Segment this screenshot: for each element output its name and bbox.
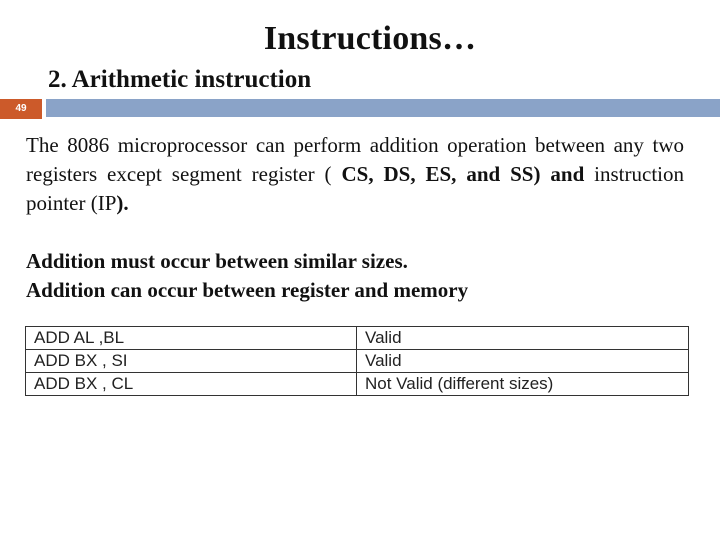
- instruction-cell: ADD AL ,BL: [26, 327, 357, 350]
- status-cell: Valid: [357, 350, 689, 373]
- rule-register-memory: Addition can occur between register and memory: [26, 278, 469, 302]
- table-row: [26, 327, 689, 350]
- status-cell: Valid: [357, 327, 689, 350]
- status-cell: Not Valid (different sizes): [357, 373, 689, 396]
- instruction-cell: ADD BX , SI: [26, 350, 357, 373]
- paragraph-bold-end: ).: [116, 191, 129, 215]
- instruction-table: [25, 326, 689, 396]
- slide-number-badge: 49: [0, 99, 42, 119]
- rule-similar-sizes: Addition must occur between similar sizes.: [26, 249, 408, 273]
- paragraph-text-tail: instruction pointer (IP: [26, 162, 684, 215]
- instruction-cell: ADD BX , CL: [26, 373, 357, 396]
- body-paragraph: [26, 131, 684, 218]
- header-accent-bar: [46, 99, 720, 117]
- slide-subtitle: 2. Arithmetic instruction: [48, 66, 312, 93]
- table-row: [26, 373, 689, 396]
- paragraph-bold-registers: CS, DS, ES, and SS) and: [341, 162, 585, 186]
- slide-title: Instructions…: [263, 20, 477, 57]
- table-row: [26, 350, 689, 373]
- paragraph-text: The 8086 microprocessor can perform addition operation between any two registers except segment register (: [26, 133, 684, 186]
